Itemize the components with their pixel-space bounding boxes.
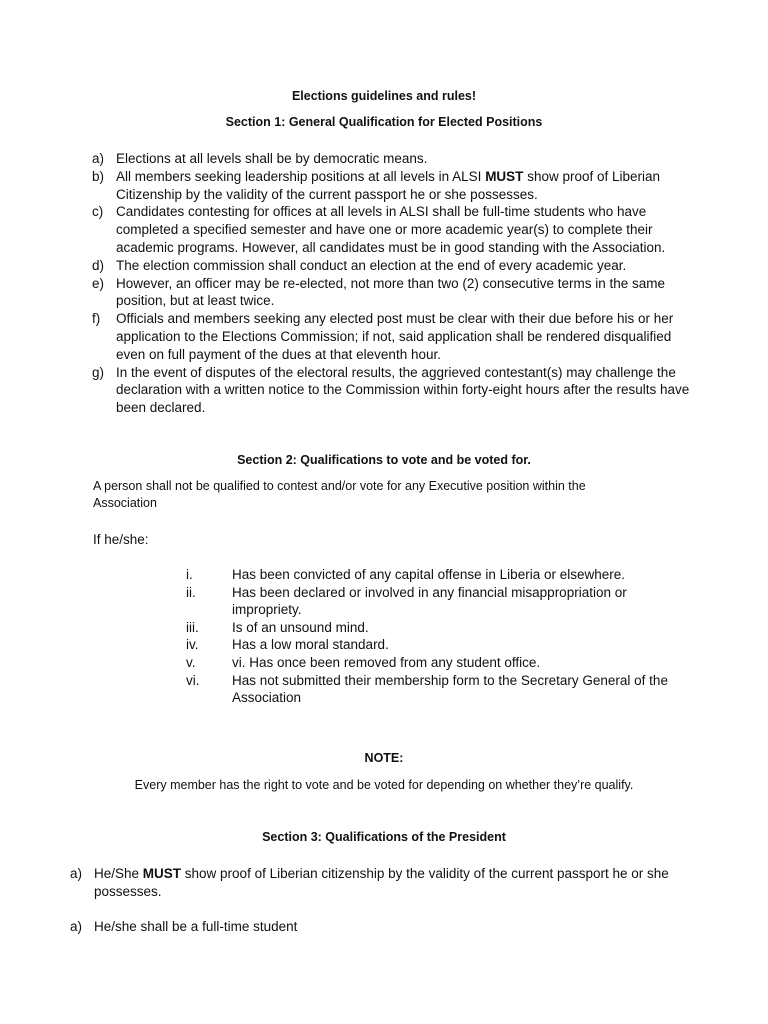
item-marker: vi.: [186, 672, 200, 688]
section1-item-f: [92, 310, 692, 363]
section3-item-1: [70, 865, 690, 901]
item-marker: ii.: [186, 584, 196, 600]
item-text-pre: All members seeking leadership positions at all levels in ALSI: [116, 168, 486, 184]
section2-item-i: [186, 566, 686, 584]
item-text-post: show proof of Liberian citizenship by the validity of the current passport he or she possesses.: [94, 866, 669, 899]
item-text: Has a low moral standard.: [232, 637, 389, 653]
section1-item-b: [92, 168, 692, 204]
item-text: Elections at all levels shall be by democratic means.: [116, 151, 428, 166]
document-title: Elections guidelines and rules!: [291, 89, 477, 103]
item-text: vi. Has once been removed from any student office.: [232, 654, 541, 670]
item-marker: a): [70, 918, 83, 934]
item-marker: v.: [186, 654, 196, 670]
section2-item-v: [186, 654, 686, 672]
section2-intro: A person shall not be qualified to contest and/or vote for any Executive position within the Association: [93, 479, 586, 510]
section1-item-a: [92, 150, 692, 168]
item-text: However, an officer may be re-elected, not more than two (2) consecutive terms in the same position, but at least twice.: [116, 275, 666, 309]
item-text-emphasis: MUST: [142, 866, 182, 881]
item-text: Candidates contesting for offices at all levels in ALSI shall be full-time students who have completed a specified semester and have one or more academic year(s) to complete their academic programs. However, all candidates must be in good standing with the Association.: [116, 204, 666, 255]
section2-item-ii: [186, 584, 686, 619]
item-text-pre: He/She: [94, 866, 143, 881]
item-marker: i.: [186, 567, 193, 582]
section1-item-g: [92, 364, 692, 417]
item-marker: f): [92, 311, 101, 327]
item-text: Has not submitted their membership form to the Secretary General of the Association: [232, 672, 668, 706]
item-marker: d): [92, 257, 105, 273]
section1-list: [92, 150, 692, 417]
note-text: Every member has the right to vote and be voted for depending on whether they’re qualify.: [134, 778, 634, 792]
item-text-post: show proof of Liberian Citizenship by the validity of the current passport he or she possesses.: [116, 168, 661, 202]
section2-item-vi: [186, 672, 686, 707]
item-text: In the event of disputes of the electoral results, the aggrieved contestant(s) may challenge the declaration with a written notice to the Commission within forty-eight hours after the results have been declared.: [116, 364, 690, 416]
section1-item-c: [92, 203, 692, 256]
section1-heading: Section 1: General Qualification for Elected Positions: [225, 115, 543, 129]
section3-heading: Section 3: Qualifications of the President: [262, 830, 506, 844]
item-marker: b): [92, 168, 105, 184]
note-heading: NOTE:: [364, 751, 404, 765]
item-text: Has been declared or involved in any financial misappropriation or impropriety.: [232, 584, 627, 618]
item-text: The election commission shall conduct an election at the end of every academic year.: [116, 257, 627, 273]
section2-heading: Section 2: Qualifications to vote and be voted for.: [237, 453, 531, 467]
item-marker: a): [92, 151, 105, 166]
section3-item-2: [70, 918, 690, 936]
item-marker: c): [92, 204, 104, 220]
item-marker: a): [70, 866, 83, 881]
item-text: Is of an unsound mind.: [232, 619, 369, 635]
item-text-emphasis: MUST: [485, 168, 524, 184]
section2-item-iv: [186, 636, 686, 654]
section2-item-iii: [186, 619, 686, 637]
section3-list: [70, 865, 690, 935]
section2-list: [186, 566, 686, 707]
item-marker: iii.: [186, 619, 199, 635]
section1-item-d: [92, 257, 692, 275]
item-text: He/she shall be a full-time student: [94, 918, 298, 934]
item-marker: iv.: [186, 637, 199, 653]
item-marker: e): [92, 275, 105, 291]
item-marker: g): [92, 364, 105, 380]
section2-if-line: If he/she:: [93, 532, 149, 547]
item-text: Has been convicted of any capital offense in Liberia or elsewhere.: [232, 567, 625, 582]
section1-item-e: [92, 275, 692, 311]
item-text: Officials and members seeking any elected post must be clear with their due before his or her application to the Elections Commission; if not, said application shall be rendered disqualified even on full payment of the dues at that eleventh hour.: [116, 311, 674, 362]
